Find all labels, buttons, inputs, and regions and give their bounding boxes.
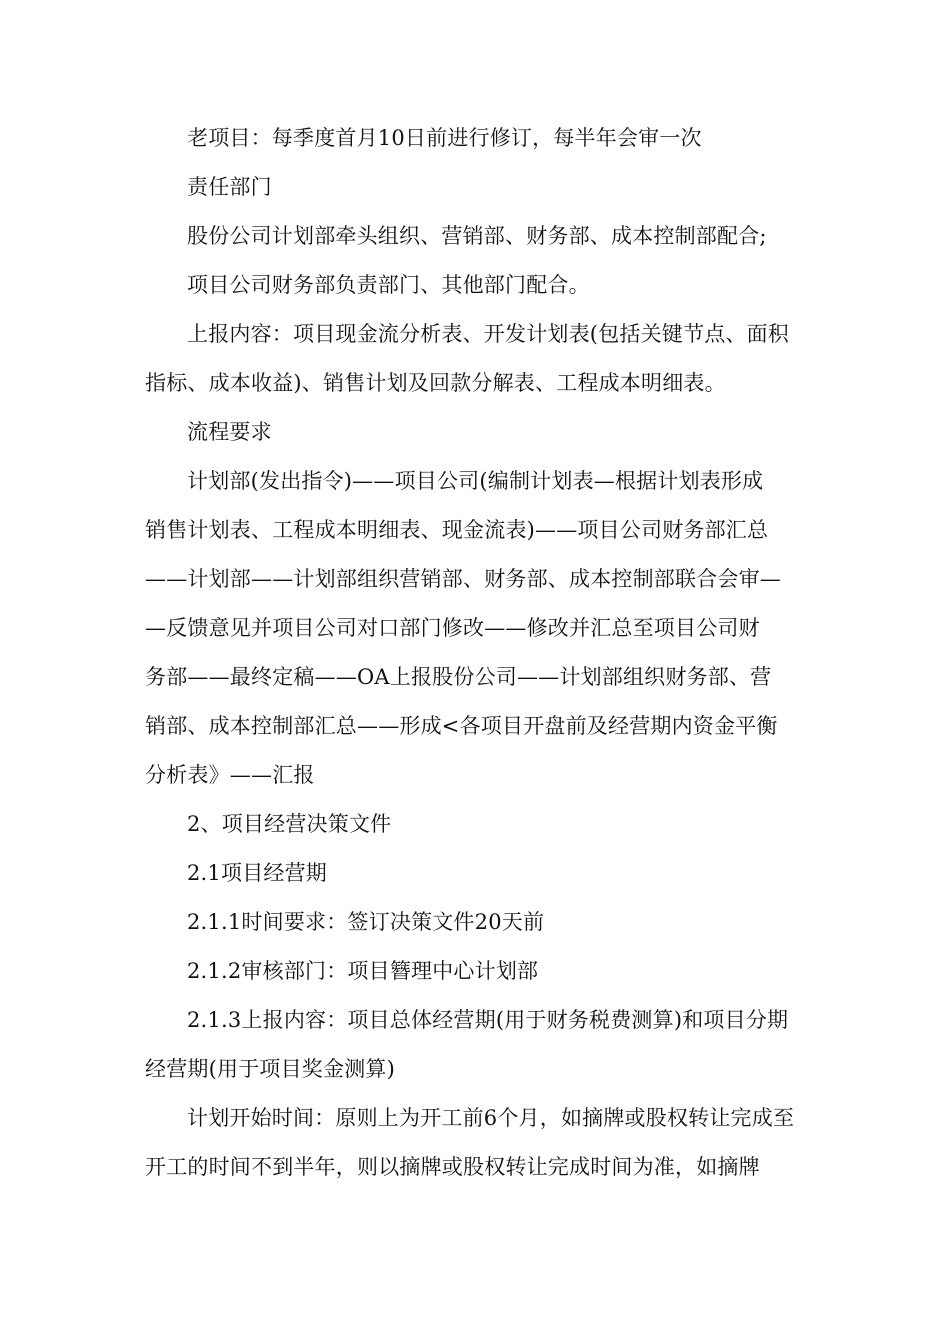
- paragraph-project-company-responsibility: 项目公司财务部负责部门、其他部门配合。: [187, 273, 590, 297]
- flow-line: ——计划部——计划部组织营销部、财务部、成本控制部联合会审—: [145, 567, 781, 591]
- paragraph-time-requirement: 2.1.1时间要求：签订决策文件20天前: [187, 910, 545, 934]
- heading-process-requirements: 流程要求: [187, 420, 272, 444]
- paragraph-review-department: 2.1.2审核部门：项目簪理中心计划部: [187, 959, 539, 983]
- paragraph-planned-start-time: 计划开始时间：原则上为开工前6个月，如摘牌或股权转让完成至开工的时间不到半年，则以摘牌或股权转让完成时间为准，如摘牌: [145, 1106, 795, 1179]
- flow-line: 销部、成本控制部汇总——形成<各项目开盘前及经营期内资金平衡: [145, 714, 778, 738]
- paragraph-company-responsibility: 股份公司计划部牵头组织、营销部、财务部、成本控制部配合;: [187, 224, 767, 248]
- heading-project-operating-period: 2.1项目经营期: [187, 861, 327, 885]
- paragraph-report-content-operating-period: 2.1.3上报内容：项目总体经营期(用于财务税费测算)和项目分期经营期(用于项目奖金测算): [145, 1008, 789, 1081]
- heading-project-decision-documents: 2、项目经营决策文件: [187, 812, 392, 836]
- flow-line: —反馈意见并项目公司对口部门修改——修改并汇总至项目公司财: [145, 616, 760, 640]
- process-flow-paragraph: [145, 457, 807, 800]
- heading-responsible-department: 责任部门: [187, 175, 272, 199]
- flow-line: 分析表》——汇报: [145, 763, 315, 787]
- flow-line: 计划部(发出指令)——项目公司(编制计划表—根据计划表形成: [187, 469, 764, 493]
- flow-line: 务部——最终定稿——OA上报股份公司——计划部组织财务部、营: [145, 665, 772, 689]
- paragraph-report-content: 上报内容：项目现金流分析表、开发计划表(包括关键节点、面积指标、成本收益)、销售计划及回款分解表、工程成本明细表。: [145, 322, 789, 395]
- flow-line: 销售计划表、工程成本明细表、现金流表)——项目公司财务部汇总: [145, 518, 769, 542]
- paragraph-old-project-schedule: 老项目：每季度首月10日前进行修订，每半年会审一次: [187, 126, 702, 150]
- document-body: [145, 114, 807, 1192]
